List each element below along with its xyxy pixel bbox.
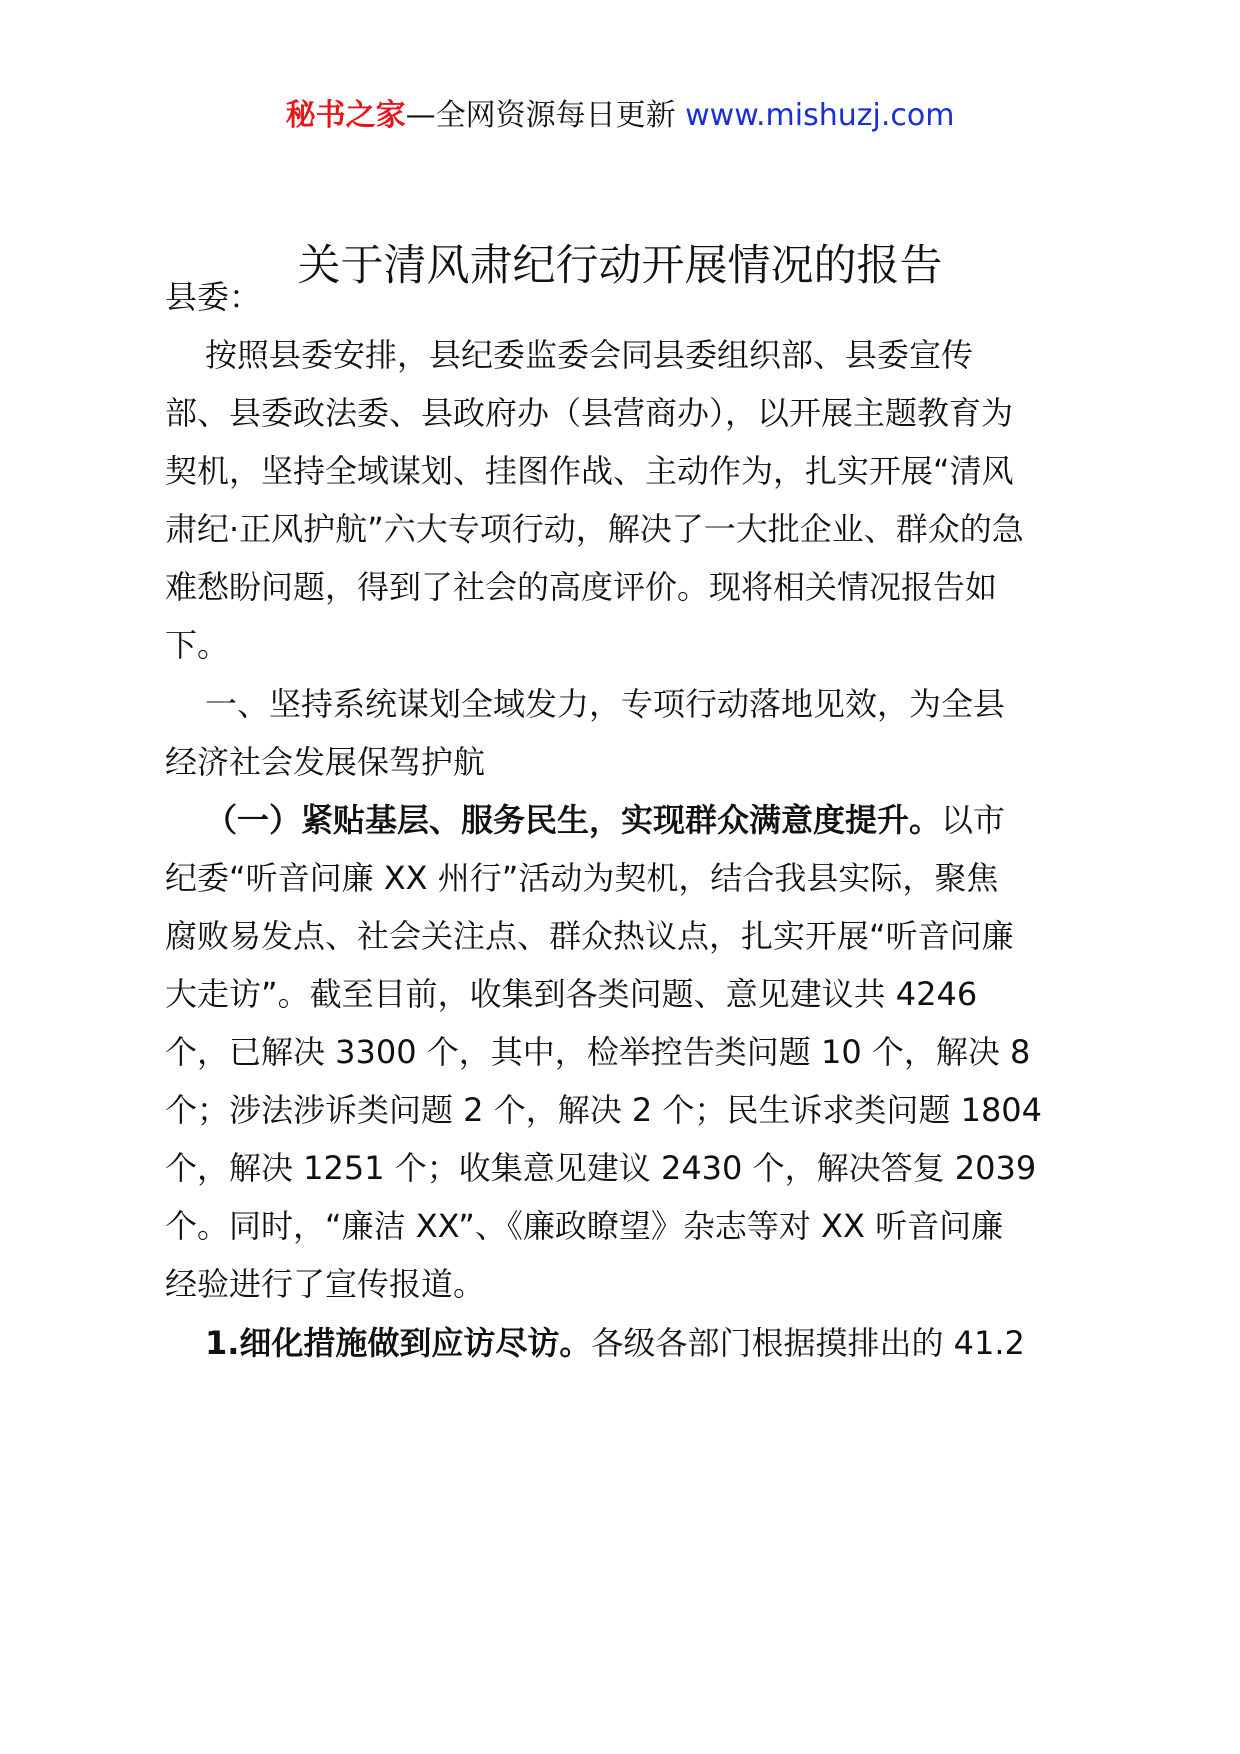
- subsection-line: 纪委“听音问廉 XX 州行”活动为契机，结合我县实际，聚焦: [165, 859, 999, 897]
- section-heading-line: 一、坚持系统谋划全域发力，专项行动落地见效，为全县: [205, 685, 1006, 723]
- header-slogan: —全网资源每日更新: [405, 98, 686, 133]
- site-header: [0, 96, 1240, 136]
- item-heading: 1.细化措施做到应访尽访。: [205, 1324, 592, 1362]
- intro-line: 下。: [165, 626, 230, 664]
- item-first-line: [205, 1323, 1025, 1363]
- subsection-heading: （一）紧贴基层、服务民生，实现群众满意度提升。: [205, 801, 942, 839]
- document-title: 关于清风肃纪行动开展情况的报告: [297, 241, 943, 291]
- site-url-link[interactable]: www.mishuzj.com: [685, 98, 955, 133]
- section-heading-line: 经济社会发展保驾护航: [165, 743, 486, 781]
- subsection-first-line: [205, 800, 1005, 840]
- subsection-line: 个，解决 1251 个；收集意见建议 2430 个，解决答复 2039: [165, 1149, 1037, 1187]
- subsection-line: 个；涉法涉诉类问题 2 个，解决 2 个；民生诉求类问题 1804: [165, 1091, 1043, 1129]
- intro-line: 肃纪·正风护航”六大专项行动，解决了一大批企业、群众的急: [165, 510, 1024, 548]
- item-text: 各级各部门根据摸排出的 41.2: [591, 1324, 1025, 1362]
- subsection-line: 个，已解决 3300 个，其中，检举控告类问题 10 个，解决 8: [165, 1033, 1031, 1071]
- subsection-text: 以市: [941, 801, 1006, 839]
- brand-name: 秘书之家: [285, 98, 406, 133]
- subsection-line: 经验进行了宣传报道。: [165, 1265, 486, 1303]
- intro-line: 部、县委政法委、县政府办（县营商办），以开展主题教育为: [165, 394, 1014, 432]
- addressee: 县委：: [165, 278, 262, 316]
- intro-line: 按照县委安排，县纪委监委会同县委组织部、县委宣传: [205, 336, 974, 374]
- intro-line: 契机，坚持全域谋划、挂图作战、主动作为，扎实开展“清风: [165, 452, 1014, 490]
- subsection-line: 大走访”。截至目前，收集到各类问题、意见建议共 4246: [165, 975, 978, 1013]
- intro-line: 难愁盼问题，得到了社会的高度评价。现将相关情况报告如: [165, 568, 998, 606]
- subsection-line: 个。同时，“廉洁 XX”、《廉政瞭望》杂志等对 XX 听音问廉: [165, 1207, 1004, 1245]
- subsection-line: 腐败易发点、社会关注点、群众热议点，扎实开展“听音问廉: [165, 917, 1014, 955]
